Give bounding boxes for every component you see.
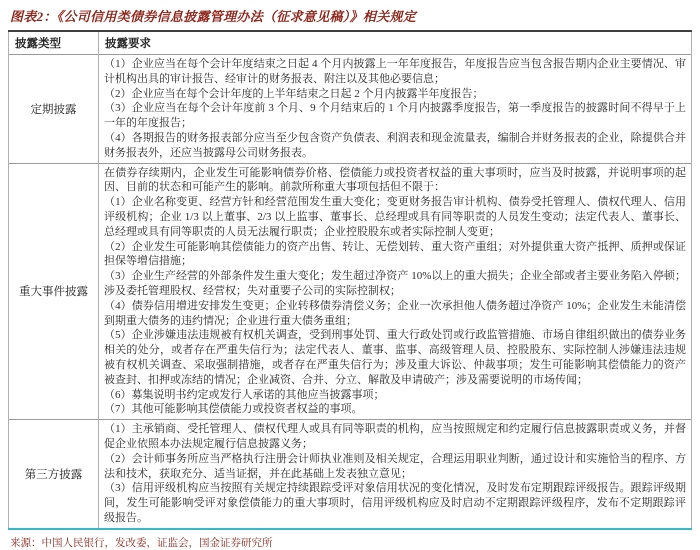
disclosure-type-cell: 第三方披露 (9, 420, 99, 528)
figure-title: 图表2：《公司信用类债券信息披露管理办法（征求意见稿）》相关规定 (10, 9, 417, 24)
requirement-item: （3）企业应当在每个会计年度前 3 个月、9 个月结束后的 1 个月内披露季度报告，第一季度报告的披露时间不得早于上一年的年度报告； (104, 102, 686, 130)
disclosure-requirements-cell (99, 55, 692, 164)
requirement-item: （2）会计师事务所应当严格执行注册会计师执业准则及相关规定，合理运用职业判断，通过设计和实施恰当的程序、方法和技术，获取充分、适当证据，并在此基础上发表独立意见； (104, 452, 686, 480)
disclosure-type-cell: 定期披露 (9, 55, 99, 164)
table-header (9, 31, 692, 55)
column-header-disclosure-type: 披露类型 (9, 31, 99, 55)
requirement-item: （2）企业应当在每个会计年度的上半年结束之日起 2 个月内披露半年度报告； (104, 87, 484, 100)
requirement-item: （1）企业应当在每个会计年度结束之日起 4 个月内披露上一年年度报告，年度报告应当包含报告期内企业主要情况、审计机构出具的审计报告、经审计的财务报表、附注以及其他必要信息； (104, 58, 686, 85)
column-header-disclosure-requirements: 披露要求 (99, 31, 692, 55)
disclosure-table (8, 30, 692, 528)
requirement-item: （4）债券信用增进安排发生变更；企业转移债券清偿义务；企业一次承担他人债务超过净资产 10%；企业发生未能清偿到期重大债务的违约情况；企业进行重大债务重组； (104, 299, 686, 327)
requirement-item: （3）企业生产经营的外部条件发生重大变化；发生超过净资产 10%以上的重大损失；企业全部或者主要业务陷入停顿；涉及委托管理股权、经营权；失对重要子公司的实际控制权； (104, 270, 686, 297)
table-row (9, 420, 692, 528)
requirement-item: （6）募集说明书约定或发行人承诺的其他应当披露事项； (104, 388, 385, 401)
requirement-item: （4）各期报告的财务报表部分应当至少包含资产负债表、利润表和现金流量表，编制合并财务报表的企业，除提供合并财务报表外，还应当披露母公司财务报表。 (104, 131, 686, 159)
requirement-item: （7）其他可能影响其偿债能力或投资者权益的事项。 (104, 403, 363, 416)
header-row (9, 31, 692, 55)
requirement-item: 在债券存续期内，企业发生可能影响债券价格、偿债能力或投资者权益的重大事项时，应当及时披露，并说明事项的起因、目前的状态和可能产生的影响。前款所称重大事项包括但不限于： (104, 166, 686, 194)
source-note: 来源：中国人民银行，发改委，证监会，国金证券研究所 (10, 537, 273, 549)
disclosure-type-cell: 重大事件披露 (9, 163, 99, 420)
disclosure-requirements-cell (99, 163, 692, 420)
table-row (9, 55, 692, 164)
requirement-item: （1）主承销商、受托管理人、债权代理人或具有同等职责的机构，应当按照规定和约定履行信息披露职责或义务，并督促企业依照本办法规定履行信息披露义务； (104, 423, 686, 450)
requirement-item: （2）企业发生可能影响其偿债能力的资产出售、转让、无偿划转、重大资产重组；对外提供重大资产抵押、质押或保证担保等增信措施； (104, 240, 686, 268)
requirement-item: （1）企业名称变更、经营方针和经营范围发生重大变化；变更财务报告审计机构、债券受托管理人、债权代理人、信用评级机构；企业 1/3 以上董事、2/3 以上监事、董事长、总经理或具有同等职责的人员发生变动；法定代表人、董事长、总经理或具有同等职责的人员无法履行职责；企业控股股东或者实际控制人变更； (104, 196, 686, 238)
requirement-item: （3）信用评级机构应当按照有关规定持续跟踪受评对象信用状况的变化情况，及时发布定期跟踪评级报告。跟踪评级期间，发生可能影响受评对象偿债能力的重大事项时，信用评级机构应及时启动不定期跟踪评级程序，发布不定期跟踪评级报告。 (104, 482, 686, 524)
requirement-item: （5）企业涉嫌违法违规被有权机关调查，受到刑事处罚、重大行政处罚或行政监管措施、市场自律组织做出的债券业务相关的处分，或者存在严重失信行为；法定代表人、董事、监事、高级管理人员、控股股东、实际控制人涉嫌违法违规被有权机关调查、采取强制措施，或者存在严重失信行为；涉及重大诉讼、仲裁事项；发生可能影响其偿债能力的资产被查封、扣押或冻结的情况；企业减资、合并、分立、解散及申请破产；涉及需要说明的市场传闻； (104, 329, 686, 386)
table-body (9, 55, 692, 528)
disclosure-requirements-cell (99, 420, 692, 528)
table-row (9, 163, 692, 420)
